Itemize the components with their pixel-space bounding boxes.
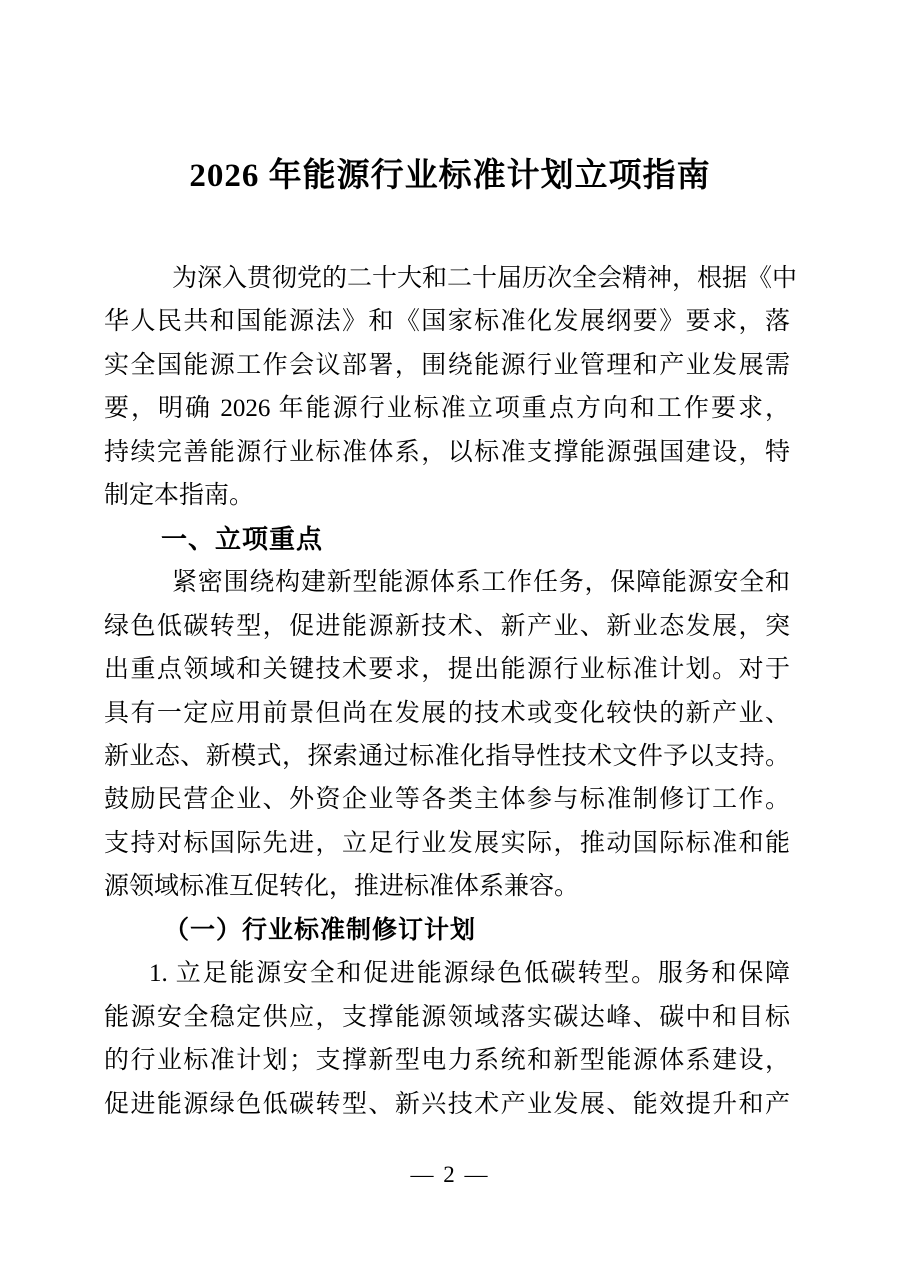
text-line: 华人民共和国能源法》和《国家标准化发展纲要》要求，落: [104, 308, 790, 336]
text-line: 制定本指南。: [104, 482, 255, 510]
text-line: 新业态、新模式，探索通过标准化指导性技术文件予以支持。: [104, 742, 790, 770]
text-line: 促进能源绿色低碳转型、新兴技术产业发展、能效提升和产: [104, 1090, 790, 1118]
text-line: 的行业标准计划；支撑新型电力系统和新型能源体系建设，: [104, 1047, 790, 1075]
text-line: 1. 立足能源安全和促进能源绿色低碳转型。服务和保障: [149, 960, 790, 988]
text-line: 绿色低碳转型，促进能源新技术、新产业、新业态发展，突: [104, 612, 790, 640]
text-line: 为深入贯彻党的二十大和二十届历次全会精神，根据《中: [172, 265, 798, 292]
text-line: 支持对标国际先进，立足行业发展实际，推动国际标准和能: [104, 829, 790, 857]
text-line: 紧密围绕构建新型能源体系工作任务，保障能源安全和: [172, 569, 790, 597]
text-line: 鼓励民营企业、外资企业等各类主体参与标准制修订工作。: [104, 786, 790, 814]
section-heading: 一、立项重点: [161, 523, 324, 554]
text-line: 能源安全稳定供应，支撑能源领域落实碳达峰、碳中和目标: [104, 1003, 790, 1031]
document-title: 2026 年能源行业标准计划立项指南: [189, 158, 711, 194]
document-body: [104, 257, 798, 1126]
text-line: 要，明确 2026 年能源行业标准立项重点方向和工作要求，: [104, 395, 790, 423]
text-line: 实全国能源工作会议部署，围绕能源行业管理和产业发展需: [104, 351, 790, 379]
text-line: 源领域标准互促转化，推进标准体系兼容。: [104, 873, 580, 901]
text-line: 具有一定应用前景但尚在发展的技术或变化较快的新产业、: [104, 699, 790, 727]
text-line: 出重点领域和关键技术要求，提出能源行业标准计划。对于: [104, 656, 790, 684]
text-line: 持续完善能源行业标准体系，以标准支撑能源强国建设，特: [104, 438, 790, 466]
page-number: — 2 —: [410, 1162, 490, 1188]
subsection-heading: （一）行业标准制修订计划: [164, 916, 477, 944]
